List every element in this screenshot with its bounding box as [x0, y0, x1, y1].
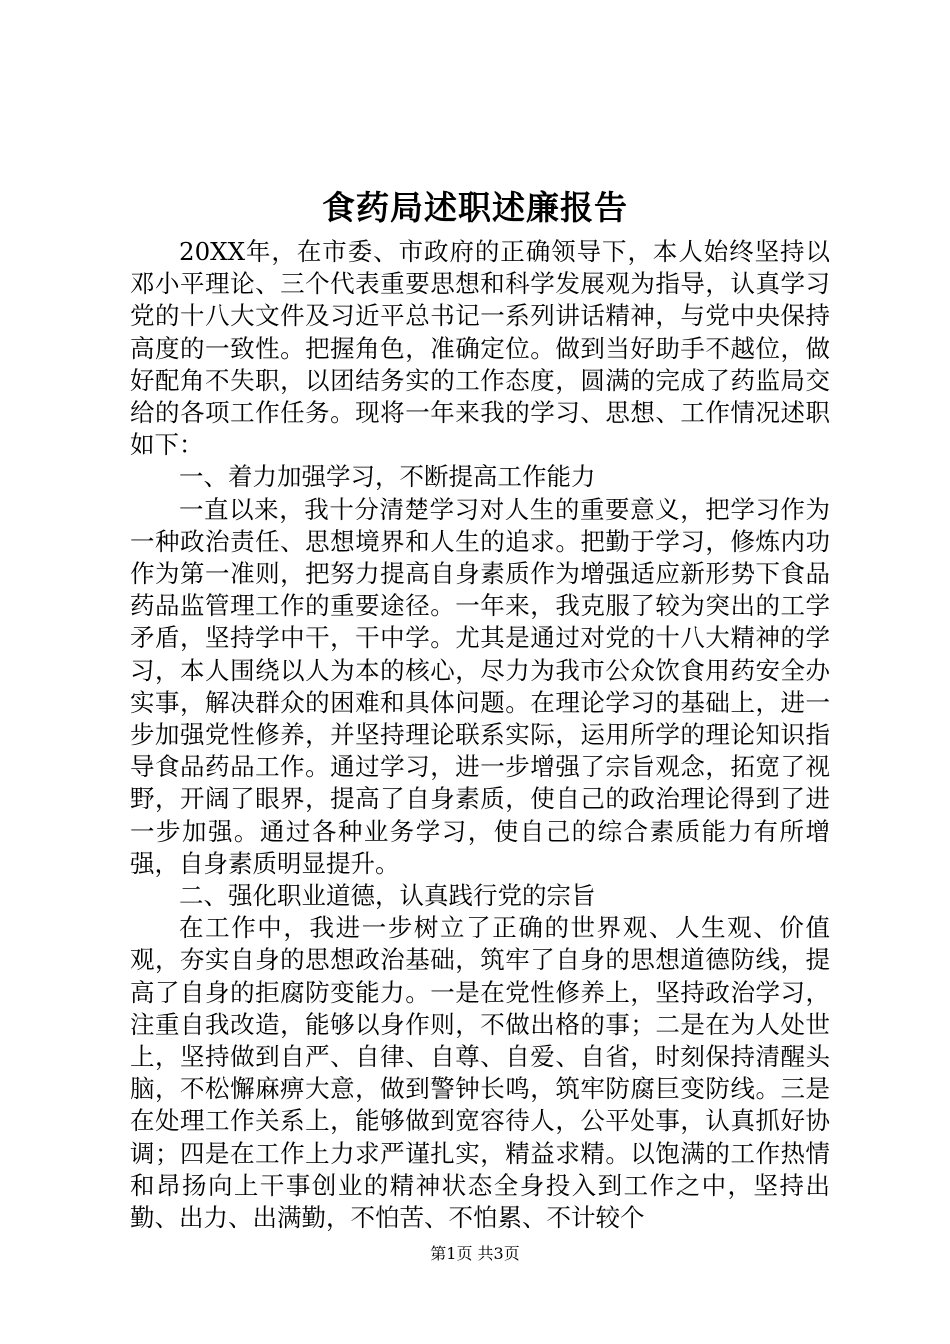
document-body	[130, 236, 830, 1234]
section-heading-2: 二、强化职业道德，认真践行党的宗旨	[179, 881, 596, 911]
paragraph-section-1: 一直以来，我十分清楚学习对人生的重要意义，把学习作为一种政治责任、思想境界和人生的追求。把勤于学习，修炼内功作为第一准则，把努力提高自身素质作为增强适应新形势下食品药品监管理工作的重要途径。一年来，我克服了较为突出的工学矛盾，坚持学中干，干中学。尤其是通过对党的十八大精神的学习，本人围绕以人为本的核心，尽力为我市公众饮食用药安全办实事，解决群众的困难和具体问题。在理论学习的基础上，进一步加强党性修养，并坚持理论联系实际，运用所学的理论知识指导食品药品工作。通过学习，进一步增强了宗旨观念，拓宽了视野，开阔了眼界，提高了自身素质，使自己的政治理论得到了进一步加强。通过各种业务学习，使自己的综合素质能力有所增强，自身素质明显提升。	[130, 494, 830, 878]
paragraph-intro: 20XX年，在市委、市政府的正确领导下，本人始终坚持以邓小平理论、三个代表重要思想和科学发展观为指导，认真学习党的十八大文件及习近平总书记一系列讲话精神，与党中央保持高度的一致性。把握角色，准确定位。做到当好助手不越位，做好配角不失职，以团结务实的工作态度，圆满的完成了药监局交给的各项工作任务。现将一年来我的学习、思想、工作情况述职如下：	[130, 237, 830, 460]
section-heading-1: 一、着力加强学习，不断提高工作能力	[179, 462, 596, 492]
page-footer: 第1页 共3页	[430, 1244, 520, 1263]
document-title: 食药局述职述廉报告	[322, 188, 628, 227]
paragraph-section-2: 在工作中，我进一步树立了正确的世界观、人生观、价值观，夯实自身的思想政治基础，筑牢了自身的思想道德防线，提高了自身的拒腐防变能力。一是在党性修养上，坚持政治学习，注重自我改造，能够以身作则，不做出格的事；二是在为人处世上，坚持做到自严、自律、自尊、自爱、自省，时刻保持清醒头脑，不松懈麻痹大意，做到警钟长鸣，筑牢防腐巨变防线。三是在处理工作关系上，能够做到宽容待人，公平处事，认真抓好协调；四是在工作上力求严谨扎实，精益求精。以饱满的工作热情和昂扬向上干事创业的精神状态全身投入到工作之中，坚持出勤、出力、出满勤，不怕苦、不怕累、不计较个	[130, 913, 830, 1233]
